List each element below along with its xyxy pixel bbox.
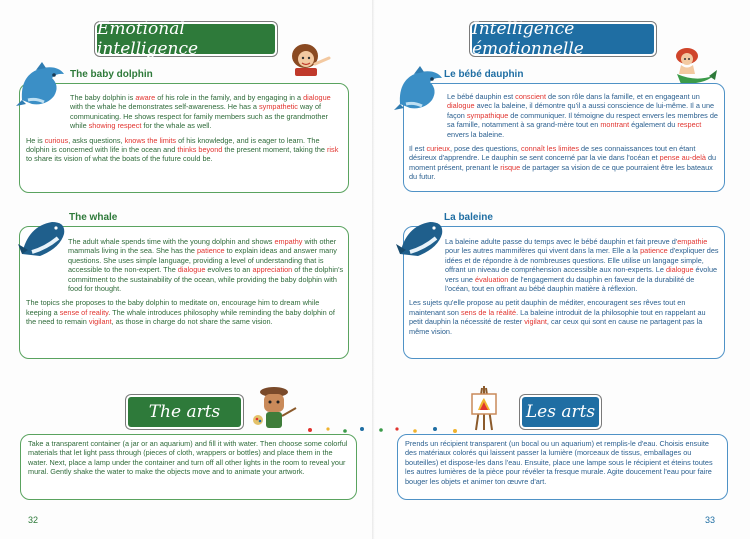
- banner-emotional-intelligence: [97, 19, 275, 59]
- text-run: du moment présent, prenant le: [409, 153, 717, 172]
- highlighted-term: vigilant: [88, 317, 112, 327]
- whale-paragraph-2: [26, 298, 344, 326]
- right-page: [375, 0, 750, 539]
- text-run: , pose des questions,: [449, 144, 521, 154]
- text-run: The topics she proposes to the baby dolphin to meditate on, encourage him to dream while keeping a: [26, 298, 320, 317]
- highlighted-term: dialogue: [665, 265, 694, 275]
- banner-les-arts: [522, 397, 599, 427]
- highlighted-term: knows the limits: [124, 135, 177, 145]
- text-run: The baby dolphin is: [70, 93, 136, 102]
- whale-paragraph-2: [409, 298, 719, 336]
- banner-intelligence-emotionnelle: [472, 19, 654, 59]
- highlighted-term: pense au-delà: [659, 153, 706, 163]
- highlighted-term: montrant: [600, 120, 630, 130]
- text-run: with other mammals living in the sea. She has the: [68, 237, 337, 256]
- highlighted-term: appreciation: [252, 265, 293, 275]
- text-run: to share its vision of what the boats of the future could be.: [26, 154, 213, 164]
- text-run: de communiquer. Il témoigne du respect envers les membres de sa famille, notamment à sa grand-mère tout en: [447, 110, 718, 130]
- text-run: avec la baleine, il démontre qu'il a aussi conscience de lui-même. Il a une façon: [447, 101, 715, 120]
- dolphin-paragraph-2: [409, 144, 719, 182]
- text-run: également du: [629, 120, 678, 130]
- painter-icon: [250, 382, 300, 432]
- text-run: with the whale he demonstrates self-awareness. He has a: [70, 102, 260, 112]
- highlighted-term: dialogue: [447, 101, 475, 111]
- text-run: way of communicating. He shows respect for family members such as the grandmother while: [70, 102, 328, 131]
- highlighted-term: thinks beyond: [177, 145, 223, 155]
- text-run: to explain ideas and answer many questions. She uses simple language, providing a level of understanding that is accessible to the non-expert. The: [68, 246, 337, 275]
- text-run: Le bébé dauphin est: [447, 92, 516, 101]
- text-run: The adult whale spends time with the young dolphin and shows: [68, 237, 275, 246]
- text-run: Il est: [409, 144, 427, 154]
- text-run: La baleine adulte passe du temps avec le bébé dauphin et fait preuve d': [445, 237, 678, 246]
- highlighted-term: sympathique: [466, 110, 509, 120]
- text-run: , asks questions,: [68, 135, 125, 145]
- highlighted-term: sense of reality: [59, 307, 109, 317]
- text-run: evolves to an: [205, 265, 253, 275]
- whale-paragraph-1: [26, 237, 344, 293]
- highlighted-term: risque: [500, 162, 521, 172]
- whale-text: [26, 237, 344, 327]
- dolphin-text: [26, 93, 344, 164]
- text-run: évolue vers une: [445, 265, 718, 284]
- highlighted-term: aware: [135, 93, 156, 102]
- mermaid-icon: [669, 46, 719, 86]
- text-run: of his knowledge, and is eager to learn. The dolphin is concerned with life in the ocean and: [26, 135, 320, 155]
- highlighted-term: empathie: [677, 237, 708, 246]
- highlighted-term: sens de la réalité: [460, 307, 517, 317]
- text-run: the present moment, taking the: [222, 145, 327, 155]
- dolphin-heading: The baby dolphin: [70, 69, 153, 80]
- dolphin-text: [409, 92, 719, 182]
- arts-text: Take a transparent container (a jar or an aquarium) and fill it with water. Then choose some colorful materials that let light pass through (pieces of cloth, wrappers or bottles) and place them in the water. Next, place a lamp under the container and turn off all other lights in the room to reveal your mural. Gently shake the water to make the objects move and to animate your artwork.: [28, 439, 348, 477]
- text-run: de partager sa vision de ce que pourraient être les bateaux du futur.: [409, 162, 713, 182]
- dolphin-paragraph-1: [409, 92, 719, 139]
- whale-heading: La baleine: [444, 212, 493, 223]
- highlighted-term: dialogue: [303, 93, 331, 102]
- text-run: d'expliquer des idées et de répondre à de nombreuses questions. Elle utilise un langage simple, offrant un niveau de compréhension accessible aux non-experts. Le: [445, 246, 719, 275]
- text-run: He is: [26, 135, 45, 145]
- highlighted-term: empathy: [274, 237, 303, 246]
- dolphin-paragraph-2: [26, 136, 344, 164]
- text-run: de ses connaissances tout en étant désireux d'apprendre. Le dauphin se sent concerné par la vie dans l'océan et: [409, 144, 696, 163]
- page-number: 32: [28, 515, 39, 525]
- highlighted-term: respect: [677, 120, 702, 130]
- banner-title: Emotional intelligence: [97, 19, 199, 59]
- woman-reading-icon: [285, 42, 331, 80]
- highlighted-term: vigilant: [524, 317, 547, 327]
- highlighted-term: dialogue: [177, 265, 206, 275]
- highlighted-term: curieux: [426, 144, 450, 154]
- text-run: Les sujets qu'elle propose au petit dauphin de méditer, encouragent ses rêves tout en maintenant son: [409, 298, 686, 317]
- text-run: , car ceux qui sont en cause ne partagent pas la même vision.: [409, 317, 703, 336]
- whale-heading: The whale: [69, 212, 118, 223]
- text-run: , as those in charge do not share the same vision.: [111, 317, 273, 327]
- dolphin-paragraph-1: [26, 93, 344, 131]
- arts-text: Prends un récipient transparent (un bocal ou un aquarium) et remplis-le d'eau. Choisis ensuite des matériaux colorés qui laissent passer la lumière (morceaux de tissus, emballages ou bouteilles) et dispose-les dans l'eau. Ensuite, place une lampe sous le récipient et éteins toutes les autres lumières de la pièce pour révéler ta fresque murale. Agite doucement l'eau pour faire bouger les objets et animer ton œuvre d'art.: [405, 439, 713, 486]
- highlighted-term: curious: [44, 135, 69, 145]
- highlighted-term: patience: [640, 246, 668, 256]
- banner-the-arts: [128, 397, 241, 427]
- page-number: 33: [705, 515, 716, 525]
- text-run: envers la baleine.: [447, 129, 505, 139]
- banner-title: The arts: [148, 402, 221, 422]
- text-run: . La baleine introduit de la philosophie tout en rappelant au petit dauphin la nécessité de rester: [409, 307, 706, 327]
- highlighted-term: évaluation: [475, 274, 509, 284]
- banner-title: Intelligence émotionnelle: [472, 19, 584, 59]
- banner-title: Les arts: [525, 402, 596, 422]
- highlighted-term: sympathetic: [259, 102, 298, 112]
- whale-paragraph-1: [409, 237, 719, 293]
- text-run: pour les autres mammifères qui vivent dans la mer. Elle a la: [445, 246, 641, 256]
- text-run: of his role in the family, and by engaging in a: [155, 93, 304, 102]
- highlighted-term: connaît les limites: [520, 144, 579, 154]
- dolphin-heading: Le bébé dauphin: [444, 69, 524, 80]
- text-run: of the dolphin's commitment to the sustainability of the ocean, while providing the baby dolphin with food for thought.: [68, 265, 344, 294]
- highlighted-term: patience: [196, 246, 225, 256]
- text-run: de l'engagement du dauphin en faveur de la durabilité de l'océan, tout en offrant au bébé dauphin matière à réflexion.: [445, 274, 695, 294]
- highlighted-term: risk: [327, 145, 339, 155]
- easel-icon: [468, 382, 500, 432]
- highlighted-term: conscient: [515, 92, 546, 101]
- highlighted-term: showing respect: [88, 121, 142, 131]
- text-run: . The whale introduces philosophy while reminding the baby dolphin of the need to remain: [26, 307, 335, 327]
- text-run: for the whale as well.: [141, 121, 212, 131]
- text-run: de son rôle dans la famille, et en engageant un: [546, 92, 700, 101]
- whale-text: [409, 237, 719, 336]
